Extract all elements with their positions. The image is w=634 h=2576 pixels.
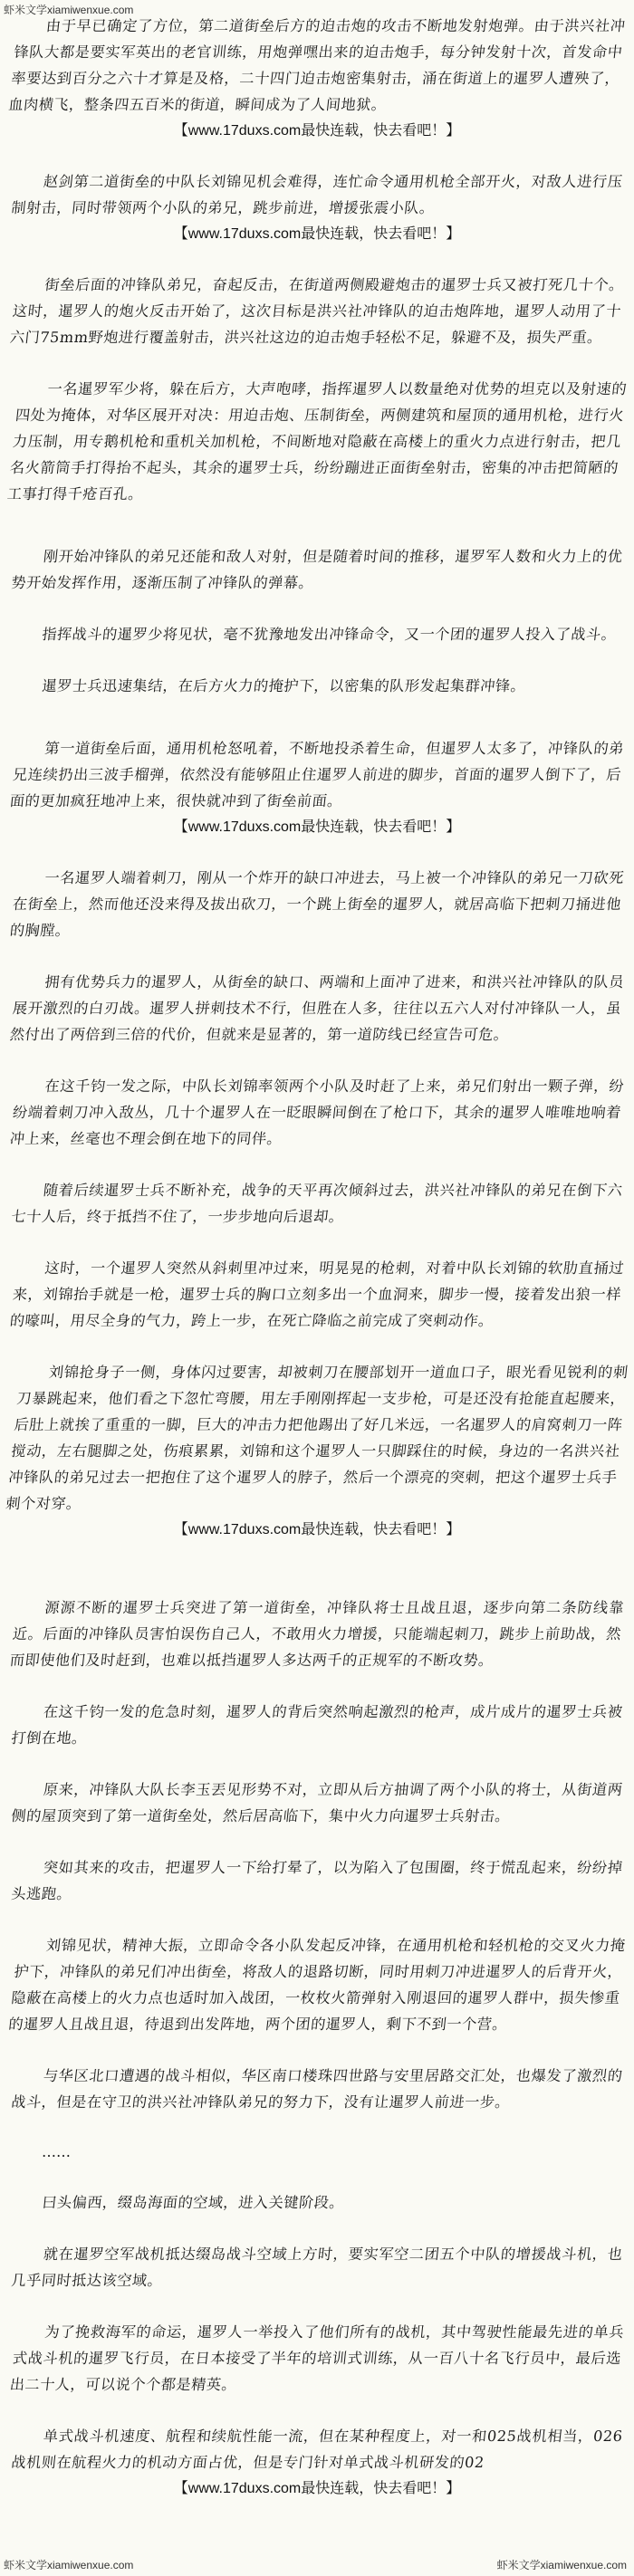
paragraph: 一名暹罗人端着刺刀，刚从一个炸开的缺口冲进去，马上被一个冲锋队的弟兄一刀砍死在街垒上，然而他还没来得及拔出砍刀，一个跳上街垒的暹罗人，就居高临下把刺刀捅进他的胸膛。 <box>8 869 626 939</box>
site-banner: 【www.17duxs.com最快连载，快去看吧！】 <box>173 2481 461 2496</box>
paragraph: 由于早已确定了方位，第二道街垒后方的迫击炮的攻击不断地发射炮弹。由于洪兴社冲锋队大都是要实军英出的老官训练，用炮弹嘿出来的迫击炮手，每分钟发射十次，首发命中率要达到百分之六十才算是及格，二十四门迫击炮密集射击，涌在街道上的暹罗人遭殃了，血肉横飞，整条四五百米的街道，瞬间成为了人间地狱。 <box>7 17 627 113</box>
paragraph: 突如其来的攻击，把暹罗人一下给打晕了，以为陷入了包围圈，终于慌乱起来，纷纷掉头逃跑。 <box>10 1859 624 1902</box>
paragraph: 刚开始冲锋队的弟兄还能和敌人对射，但是随着时间的推移，暹罗军人数和火力上的优势开始发挥作用，逐渐压制了冲锋队的弹幕。 <box>10 548 624 591</box>
site-watermark-bottom-right: 虾米文学xiamiwenxue.com <box>496 2559 627 2571</box>
paragraph: 就在暹罗空军战机抵达缀岛战斗空域上方时，要实军空二团五个中队的增援战斗机，也几乎同时抵达该空域。 <box>10 2246 624 2289</box>
paragraph: 第一道街垒后面，通用机枪怒吼着，不断地投杀着生命，但暹罗人太多了，冲锋队的弟兄连续扔出三波手榴弹，依然没有能够阻止住暹罗人前进的脚步，首面的暹罗人倒下了，后面的更加疯狂地冲上来，很快就冲到了街垒前面。 <box>8 740 626 809</box>
paragraph: 街垒后面的冲锋队弟兄，奋起反击，在街道两侧殿避炮击的暹罗士兵又被打死几十个。这时，暹罗人的炮火反击开始了，这次目标是洪兴社冲锋队的迫击炮阵地，暹罗人动用了十六门75mm野炮进行覆盖射击，洪兴社这边的迫击炮手轻松不足，躲避不及，损失严重。 <box>8 276 626 346</box>
paragraph: 刘锦抢身子一侧，身体闪过要害，却被刺刀在腰部划开一道血口子，眼光看见锐利的刺刀暴跳起来，他们看之下忽忙弯腰，用左手刚刚挥起一支步枪，可是还没有抢能直起腰来，后肚上就挨了重重的一脚，巨大的冲击力把他踢出了好几米远，一名暹罗人的肩窝刺刀一阵搅动，左右腿脚之处，伤痕累累，刘锦和这个暹罗人一只脚踩住的时候，身边的一名洪兴社冲锋队的弟兄过去一把抱住了这个暹罗人的脖子，然后一个漂亮的突刺，把这个暹罗士兵手刺个对穿。 <box>5 1364 629 1512</box>
paragraph: 刘锦见状，精神大振，立即命令各小队发起反冲锋，在通用机枪和轻机枪的交叉火力掩护下，冲锋队的弟兄们冲出街垒，将敌人的退路切断，同时用刺刀冲进暹罗人的后背开火，隐蔽在高楼上的火力点也适时加入战团，一枚枚火箭弹射入刚退回的暹罗人群中，损失惨重的暹罗人且战且退，待退到出发阵地，两个团的暹罗人，剩下不到一个营。 <box>7 1937 627 2033</box>
site-banner: 【www.17duxs.com最快连载，快去看吧！】 <box>173 1522 461 1537</box>
paragraph: 与华区北口遭遇的战斗相似，华区南口楼珠四世路与安里居路交汇处，也爆发了激烈的战斗，但是在守卫的洪兴社冲锋队弟兄的努力下，没有让暹罗人前进一步。 <box>10 2067 624 2111</box>
paragraph: 在这千钧一发的危急时刻，暹罗人的背后突然响起激烈的枪声，成片成片的暹罗士兵被打倒在地。 <box>10 1703 624 1747</box>
paragraph: 这时，一个暹罗人突然从斜刺里冲过来，明晃晃的枪刺，对着中队长刘锦的软肋直捅过来，刘锦抬手就是一枪，暹罗士兵的胸口立刻多出一个血洞来，脚步一慢，接着发出狼一样的嚎叫，用尽全身的气力，跨上一步，在死亡降临之前完成了突刺动作。 <box>8 1259 626 1329</box>
site-watermark-bottom-left: 虾米文学xiamiwenxue.com <box>4 2559 134 2571</box>
paragraph: 单式战斗机速度、航程和续航性能一流，但在某种程度上，对一和025战机相当，026战机则在航程火力的机动方面占优，但是专门针对单式战斗机研发的02 <box>10 2428 624 2471</box>
section-break: …… <box>42 2143 71 2160</box>
paragraph: 赵剑第二道街垒的中队长刘锦见机会难得，连忙命令通用机枪全部开火，对敌人进行压制射击，同时带领两个小队的弟兄，跳步前进，增援张震小队。 <box>10 173 624 216</box>
site-banner: 【www.17duxs.com最快连载，快去看吧！】 <box>173 819 461 835</box>
site-watermark-top-left: 虾米文学xiamiwenxue.com <box>4 4 134 16</box>
paragraph: 源源不断的暹罗士兵突进了第一道街垒，冲锋队将士且战且退，逐步向第二条防线靠近。后面的冲锋队员害怕误伤自己人，不敢用火力增援，只能端起刺刀，跳步上前助战，然而即使他们及时赶到，也难以抵挡暹罗人多达两千的正规军的不断攻势。 <box>8 1599 626 1669</box>
chapter-body <box>5 13 629 2501</box>
paragraph: 为了挽救海军的命运，暹罗人一举投入了他们所有的战机，其中驾驶性能最先进的单兵式战斗机的暹罗飞行员，在日本接受了半年的培训式训练，从一百八十名飞行员中，最后选出二十人，可以说个个都是精英。 <box>8 2323 626 2393</box>
paragraph: 暹罗士兵迅速集结，在后方火力的掩护下，以密集的队形发起集群冲锋。 <box>41 677 527 694</box>
paragraph: 曰头偏西，缀岛海面的空域，进入关键阶段。 <box>41 2194 346 2211</box>
paragraph: 在这千钧一发之际，中队长刘锦率领两个小队及时赶了上来，弟兄们射出一颗子弹，纷纷端着刺刀冲入敌丛，几十个暹罗人在一眨眼瞬间倒在了枪口下，其余的暹罗人唯唯地响着冲上来，丝毫也不理会倒在地下的同伴。 <box>8 1077 626 1147</box>
paragraph: 拥有优势兵力的暹罗人，从街垒的缺口、两端和上面冲了进来，和洪兴社冲锋队的队员展开激烈的白刃战。暹罗人拼刺技术不行，但胜在人多，往往以五六人对付冲锋队一人，虽然付出了两倍到三倍的代价，但就来是显著的，第一道防线已经宣告可危。 <box>8 973 626 1043</box>
paragraph: 随着后续暹罗士兵不断补充，战争的天平再次倾斜过去，洪兴社冲锋队的弟兄在倒下六七十人后，终于抵挡不住了，一步步地向后退却。 <box>10 1182 624 1225</box>
paragraph: 一名暹罗军少将，躲在后方，大声咆哮，指挥暹罗人以数量绝对优势的坦克以及射速的四处为掩体，对华区展开对决：用迫击炮、压制街垒，两侧建筑和屋顶的通用机枪，进行火力压制，用专鹅机枪和重机关加机枪，不间断地对隐蔽在高楼上的重火力点进行射击，把几名火箭筒手打得抬不起头，其余的暹罗士兵，纷纷蹦进正面街垒射击，密集的冲击把简陋的工事打得千疮百孔。 <box>5 380 629 503</box>
paragraph: 原来，冲锋队大队长李玉丟见形势不对，立即从后方抽调了两个小队的将士，从街道两侧的屋顶突到了第一道街垒处，然后居高临下，集中火力向暹罗士兵射击。 <box>10 1781 624 1824</box>
site-banner: 【www.17duxs.com最快连载，快去看吧！】 <box>173 226 461 242</box>
paragraph: 指挥战斗的暹罗少将见状，毫不犹豫地发出冲锋命令，又一个团的暹罗人投入了战斗。 <box>41 626 618 643</box>
site-banner: 【www.17duxs.com最快连载，快去看吧！】 <box>173 123 461 139</box>
